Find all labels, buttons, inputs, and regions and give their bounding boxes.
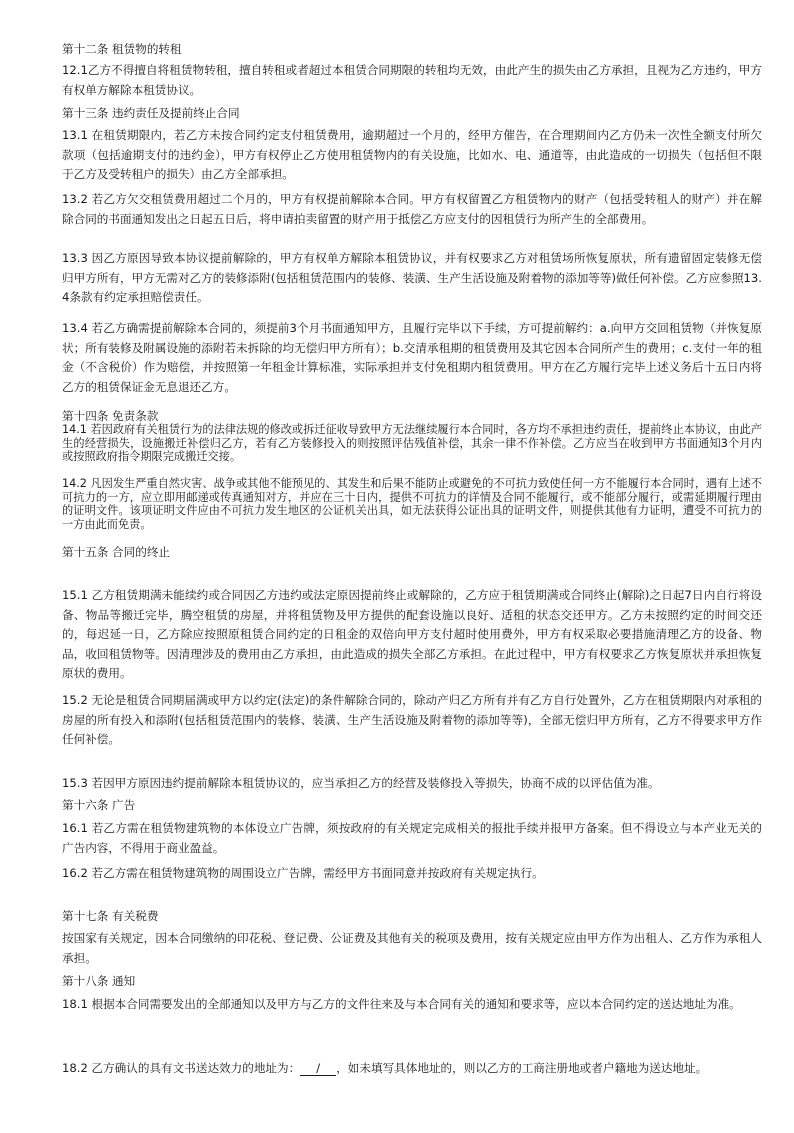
clause-18-2-tail: ，如未填写具体地址的，则以乙方的工商注册地或者户籍地为送达地址。 bbox=[336, 1061, 708, 1075]
clause-15-3: 15.3 若因甲方原因违约提前解除本租赁协议的，应当承担乙方的经营及装修投入等损失，协商不成的以评估值为准。 bbox=[62, 776, 660, 790]
section-14-heading: 第十四条 免责条款 bbox=[62, 409, 159, 423]
clause-13-1: 13.1 在租赁期限内，若乙方未按合同约定支付租赁费用，逾期超过一个月的，经甲方催告，在合理期间内乙方仍未一次性全额支付所欠款项（包括逾期支付的违约金），甲方有权停止乙方使用租赁物内的有关设施，比如水、电、通道等，由此造成的一切损失（包括但不限于乙方及受转租户的损失）由乙方全部承担。 bbox=[62, 128, 762, 181]
section-13-heading: 第十三条 违约责任及提前终止合同 bbox=[62, 106, 240, 120]
clause-15-2: 15.2 无论是租赁合同期届满或甲方以约定(法定)的条件解除合同的，除动产归乙方所有并有乙方自行处置外，乙方在租赁期限内对承租的房屋的所有投入和添附(包括租赁范围内的装修、装潢、生产生活设施及附着物的添加等等)，全部无偿归甲方所有，乙方不得要求甲方作任何补偿。 bbox=[62, 693, 762, 746]
clause-16-2: 16.2 若乙方需在租赁物建筑物的周围设立广告牌，需经甲方书面同意并按政府有关规定执行。 bbox=[62, 866, 544, 880]
section-15-heading: 第十五条 合同的终止 bbox=[62, 545, 171, 559]
clause-18-2-lead: 18.2 乙方确认的具有文书送达效力的地址为： bbox=[62, 1061, 301, 1075]
section-17-heading: 第十七条 有关税费 bbox=[62, 909, 159, 923]
section-18-heading: 第十八条 通知 bbox=[62, 974, 136, 988]
clause-13-3: 13.3 因乙方原因导致本协议提前解除的，甲方有权单方解除本租赁协议，并有权要求乙方对租赁场所恢复原状，所有遗留固定装修无偿归甲方所有，甲方无需对乙方的装修添附(包括租赁范围内的装修、装潢、生产生活设施及附着物的添加等等)做任何补偿。乙方应参照13.4条款有约定承担赔偿责任。 bbox=[62, 251, 762, 304]
clause-14-2: 14.2 凡因发生严重自然灾害、战争或其他不能预见的、其发生和后果不能防止或避免的不可抗力致使任何一方不能履行本合同时，遇有上述不可抗力的一方，应立即用邮递或传真通知对方，并应在三十日内，提供不可抗力的详情及合同不能履行，或不能部分履行，或需延期履行理由的证明文件。该项证明文件应由不可抗力发生地区的公证机关出具，如无法获得公证出具的证明文件，则提供其他有力证明，遭受不可抗力的一方由此而免责。 bbox=[62, 477, 762, 531]
clause-18-2 bbox=[62, 1059, 762, 1079]
clause-17-1: 按国家有关规定，因本合同缴纳的印花税、登记费、公证费及其他有关的税项及费用，按有关规定应由甲方作为出租人、乙方作为承租人承担。 bbox=[62, 931, 762, 965]
section-16-heading: 第十六条 广告 bbox=[62, 798, 136, 812]
section-12-heading: 第十二条 租赁物的转租 bbox=[62, 42, 182, 56]
address-blank: / bbox=[300, 1062, 336, 1076]
clause-18-1: 18.1 根据本合同需要发出的全部通知以及甲方与乙方的文件往来及与本合同有关的通知和要求等，应以本合同约定的送达地址为准。 bbox=[62, 997, 741, 1011]
clause-12-1: 12.1乙方不得擅自将租赁物转租，擅自转租或者超过本租赁合同期限的转租均无效，由此产生的损失由乙方承担，且视为乙方违约，甲方有权单方解除本租赁协议。 bbox=[62, 63, 762, 97]
clause-13-2: 13.2 若乙方欠交租赁费用超过二个月的，甲方有权提前解除本合同。甲方有权留置乙方租赁物内的财产（包括受转租人的财产）并在解除合同的书面通知发出之日起五日后，将申请拍卖留置的财产用于抵偿乙方应支付的因租赁行为所产生的全部费用。 bbox=[62, 192, 762, 226]
clause-16-1: 16.1 若乙方需在租赁物建筑物的本体设立广告牌，须按政府的有关规定完成相关的报批手续并报甲方备案。但不得设立与本产业无关的广告内容，不得用于商业盈益。 bbox=[62, 821, 762, 855]
clause-15-1: 15.1 乙方租赁期满未能续约或合同因乙方违约或法定原因提前终止或解除的，乙方应于租赁期满或合同终止(解除)之日起7日内自行将设备、物品等搬迁完毕，腾空租赁的房屋，并将租赁物及甲方提供的配套设施以良好、适租的状态交还甲方。乙方未按照约定的时间交还的，每迟延一日，乙方除应按照原租赁合同约定的日租金的双倍向甲方支付超时使用费外，甲方有权采取必要措施清理乙方的设备、物品，收回租赁物等。因清理涉及的费用由乙方承担，由此造成的损失全部乙方承担。在此过程中，甲方有权要求乙方恢复原状并承担恢复原状的费用。 bbox=[62, 588, 762, 680]
clause-13-4: 13.4 若乙方确需提前解除本合同的，须提前3个月书面通知甲方，且履行完毕以下手续，方可提前解约：a.向甲方交回租赁物（并恢复原状；所有装修及附属设施的添附若未拆除的均无偿归甲方所有）；b.交清承租期的租赁费用及其它因本合同所产生的费用；c.支付一年的租金（不含税价）作为赔偿，并按照第一年租金计算标准，实际承担并支付免租期内租赁费用。甲方在乙方履行完毕上述义务后十五日内将乙方的租赁保证金无息退还乙方。 bbox=[62, 321, 762, 394]
clause-14-1: 14.1 若因政府有关租赁行为的法律法规的修改或拆迁征收导致甲方无法继续履行本合同时，各方均不承担违约责任，提前终止本协议，由此产生的经营损失，设施搬迁补偿归乙方，若有乙方装修投入的则按照评估残值补偿，其余一律不作补偿。乙方应当在收到甲方书面通知3个月内或按照政府指令期限完成搬迁交接。 bbox=[62, 423, 762, 463]
